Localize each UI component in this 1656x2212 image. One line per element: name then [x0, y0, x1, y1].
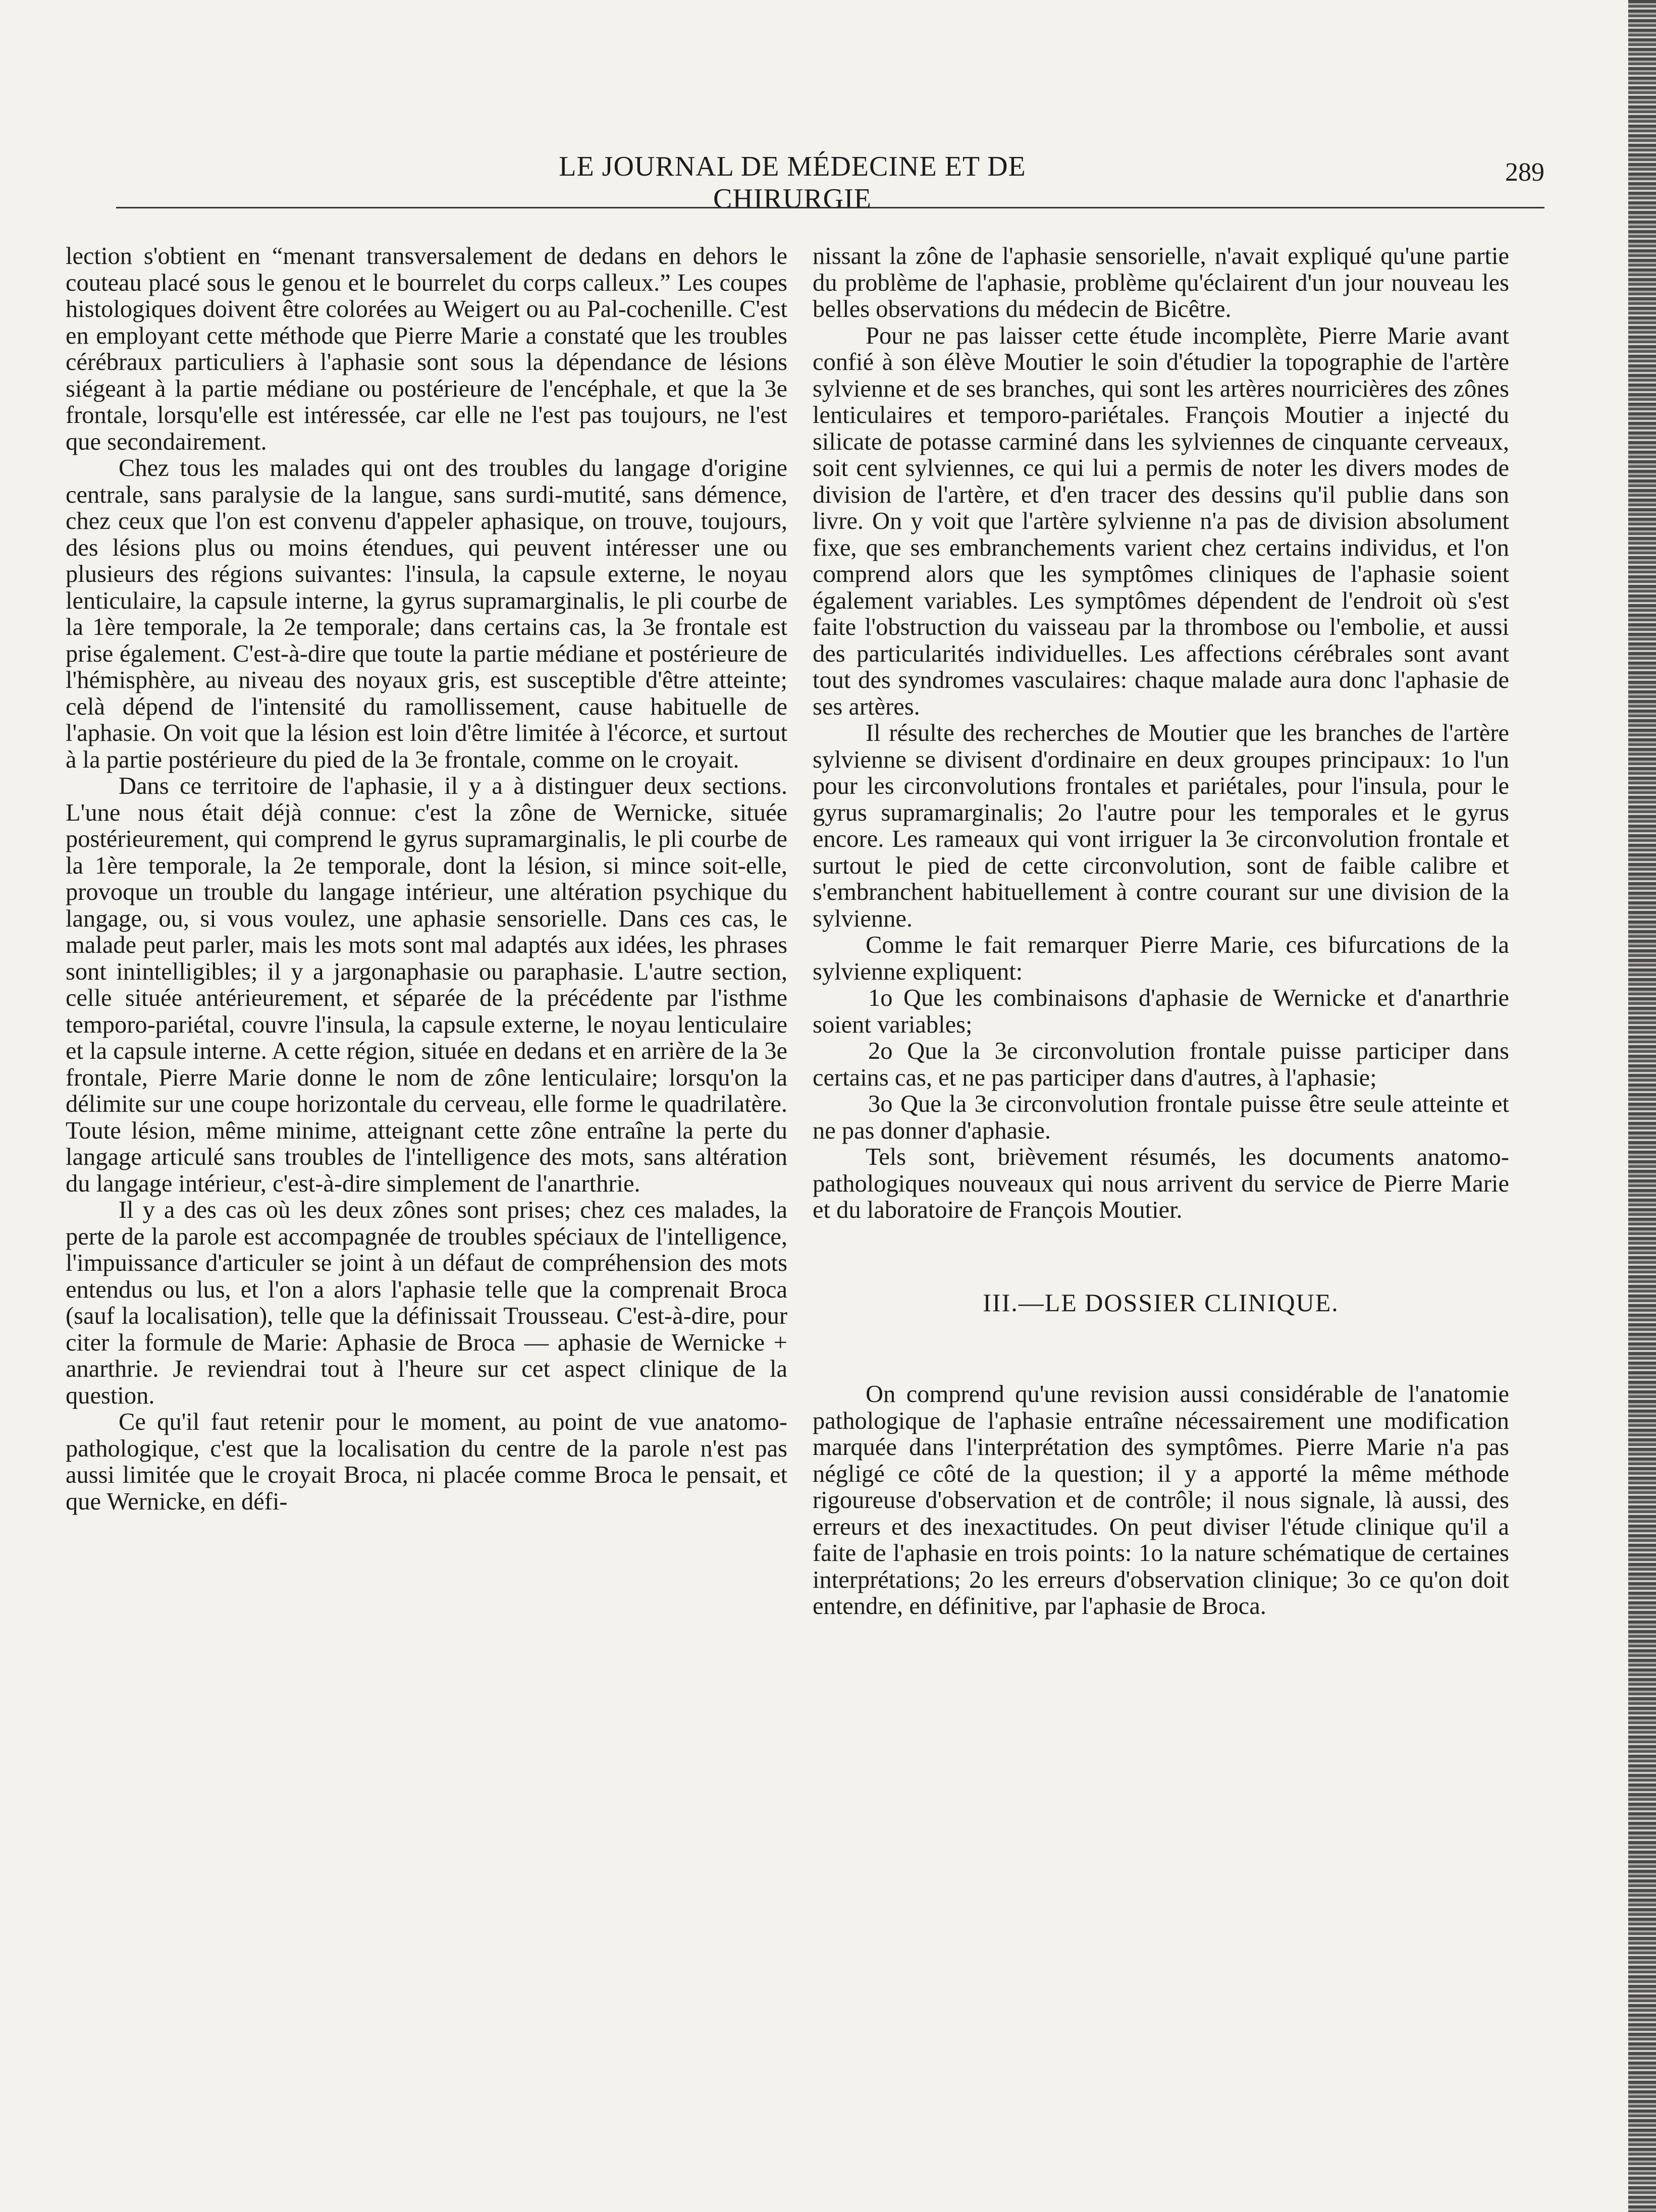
section-heading: III.—LE DOSSIER CLINIQUE. — [983, 1288, 1339, 1317]
page-header — [116, 150, 1544, 214]
page-number: 289 — [1505, 158, 1544, 187]
paragraph: lection s'obtient en “menant transversalement de dedans en dehors le couteau placé sous le genou et le bourrelet du corps calleux.” Les coupes histologiques doivent être colorées au Weigert ou au Pal-cochenille. C'est en employant cette méthode que Pierre Marie a constaté que les troubles cérébraux particuliers à l'aphasie sont sous la dépendance de lésions siégeant à la partie médiane ou postérieure de l'encéphale, et que la 3e frontale, lorsqu'elle est intéressée, car elle ne l'est pas toujours, ne l'est que secondairement. — [66, 243, 787, 455]
paragraph: nissant la zône de l'aphasie sensorielle, n'avait expliqué qu'une partie du problème de l'aphasie, problème qu'éclairent d'un jour nouveau les belles observations du médecin de Bicêtre. — [813, 243, 1509, 322]
right-column — [813, 243, 1509, 1620]
list-item: 1o Que les combinaisons d'aphasie de Wernicke et d'anarthrie soient variables; — [813, 985, 1509, 1038]
header-rule — [116, 207, 1544, 208]
paragraph: Dans ce territoire de l'aphasie, il y a à distinguer deux sections. L'une nous était déjà connue: c'est la zône de Wernicke, située postérieurement, qui comprend le gyrus supramarginalis, le pli courbe de la 1ère temporale, la 2e temporale, dont la lésion, si mince soit-elle, provoque un trouble du langage intérieur, une altération psychique du langage, ou, si vous voulez, une aphasie sensorielle. Dans ces cas, le malade peut parler, mais les mots sont mal adaptés aux idées, les phrases sont inintelligibles; il y a jargonaphasie ou paraphasie. L'autre section, celle située antérieurement, et séparée de la précédente par l'isthme temporo-pariétal, couvre l'insula, la capsule externe, le noyau lenticulaire et la capsule interne. A cette région, située en dedans et en arrière de la 3e frontale, Pierre Marie donne le nom de zône lenticulaire; lorsqu'on la délimite sur une coupe horizontale du cerveau, elle forme le quadrilatère. Toute lésion, même minime, atteignant cette zône entraîne la perte du langage articulé sans troubles de l'intelligence des mots, sans altération du langage intérieur, c'est-à-dire simplement de l'anarthrie. — [66, 773, 787, 1197]
paragraph: Il résulte des recherches de Moutier que les branches de l'artère sylvienne se divisent d'ordinaire en deux groupes principaux: 1o l'un pour les circonvolutions frontales et pariétales, pour l'insula, pour le gyrus supramarginalis; 2o l'autre pour les temporales et le gyrus encore. Les rameaux qui vont irriguer la 3e circonvolution frontale et surtout le pied de cette circonvolution, sont de faible calibre et s'embranchent habituellement à contre courant sur une division de la sylvienne. — [813, 720, 1509, 932]
running-title: LE JOURNAL DE MÉDECINE ET DE CHIRURGIE — [559, 151, 1026, 214]
scanned-page-edge — [1628, 0, 1656, 2212]
paragraph: Pour ne pas laisser cette étude incomplète, Pierre Marie avant confié à son élève Moutier le soin d'étudier la topographie de l'artère sylvienne et de ses branches, qui sont les artères nourricières des zônes lenticulaires et temporo-pariétales. François Moutier a injecté du silicate de potasse carminé dans les sylviennes de cinquante cerveaux, soit cent sylviennes, ce qui lui a permis de noter les divers modes de division de l'artère, et d'en tracer des dessins qu'il publie dans son livre. On y voit que l'artère sylvienne n'a pas de division absolument fixe, que ses embranchements varient chez certains individus, et l'on comprend alors que les symptômes cliniques de l'aphasie soient également variables. Les symptômes dépendent de l'endroit où s'est faite l'obstruction du vaisseau par la thrombose ou l'embolie, et aussi des particularités individuelles. Les affections cérébrales sont avant tout des syndromes vasculaires: chaque malade aura donc l'aphasie de ses artères. — [813, 322, 1509, 720]
paragraph: Chez tous les malades qui ont des troubles du langage d'origine centrale, sans paralysie de la langue, sans surdi-mutité, sans démence, chez ceux que l'on est convenu d'appeler aphasique, on trouve, toujours, des lésions plus ou moins étendues, qui peuvent intéresser une ou plusieurs des régions suivantes: l'insula, la capsule externe, le noyau lenticulaire, la capsule interne, la gyrus supramarginalis, le pli courbe de la 1ère temporale, la 2e temporale; dans certains cas, la 3e frontale est prise également. C'est-à-dire que toute la partie médiane et postérieure de l'hémisphère, au niveau des noyaux gris, est susceptible d'être atteinte; celà dépend de l'intensité du ramollissement, cause habituelle de l'aphasie. On voit que la lésion est loin d'être limitée à l'écorce, et surtout à la partie postérieure du pied de la 3e frontale, comme on le croyait. — [66, 455, 787, 773]
list-item: 2o Que la 3e circonvolution frontale puisse participer dans certains cas, et ne pas participer dans d'autres, à l'aphasie; — [813, 1038, 1509, 1091]
paragraph: Tels sont, brièvement résumés, les documents anatomo-pathologiques nouveaux qui nous arrivent du service de Pierre Marie et du laboratoire de François Moutier. — [813, 1144, 1509, 1223]
paragraph: Il y a des cas où les deux zônes sont prises; chez ces malades, la perte de la parole est accompagnée de troubles spéciaux de l'intelligence, l'impuissance d'articuler se joint à un défaut de compréhension des mots entendus ou lus, et l'on a alors l'aphasie telle que la comprenait Broca (sauf la localisation), telle que la définissait Trousseau. C'est-à-dire, pour citer la formule de Marie: Aphasie de Broca — aphasie de Wernicke + anarthrie. Je reviendrai tout à l'heure sur cet aspect clinique de la question. — [66, 1197, 787, 1409]
paragraph: Ce qu'il faut retenir pour le moment, au point de vue anatomo-pathologique, c'est que la localisation du centre de la parole n'est pas aussi limitée que le croyait Broca, ni placée comme Broca le pensait, et que Wernicke, en défi- — [66, 1409, 787, 1515]
list-item: 3o Que la 3e circonvolution frontale puisse être seule atteinte et ne pas donner d'aphasie. — [813, 1091, 1509, 1144]
paragraph: Comme le fait remarquer Pierre Marie, ces bifurcations de la sylvienne expliquent: — [813, 932, 1509, 985]
left-column — [66, 243, 787, 1515]
paragraph: On comprend qu'une revision aussi considérable de l'anatomie pathologique de l'aphasie entraîne nécessairement une modification marquée dans l'interprétation des symptômes. Pierre Marie n'a pas négligé ce côté de la question; il y a apporté la même méthode rigoureuse d'observation et de contrôle; il nous signale, là aussi, des erreurs et des inexactitudes. On peut diviser l'étude clinique qu'il a faite de l'aphasie en trois points: 1o la nature schématique de certaines interprétations; 2o les erreurs d'observation clinique; 3o ce qu'on doit entendre, en définitive, par l'aphasie de Broca. — [813, 1381, 1509, 1620]
